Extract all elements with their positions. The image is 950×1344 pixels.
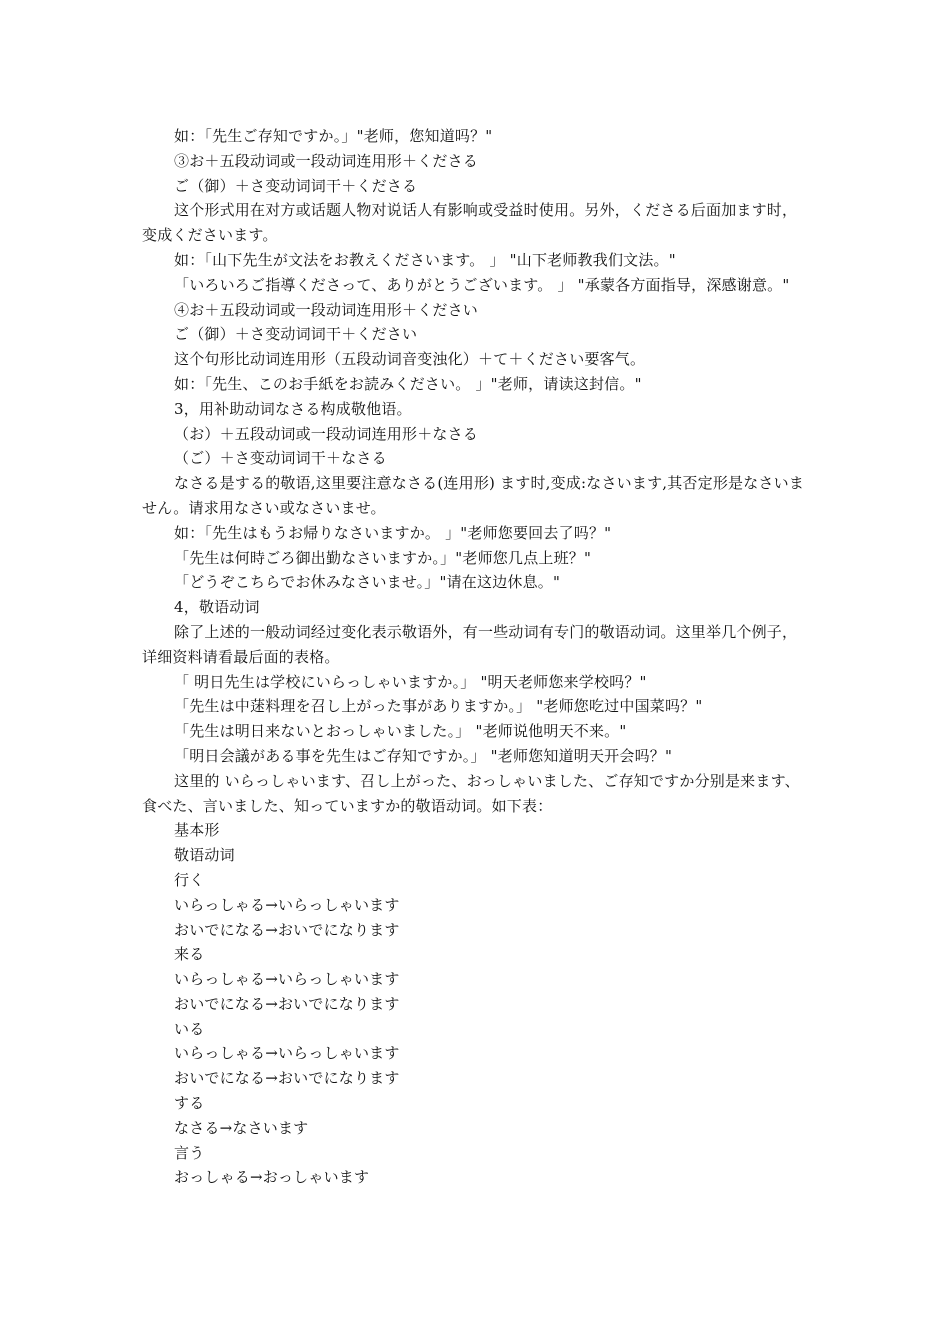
table-cell: おいでになる→おいでになります bbox=[174, 920, 400, 939]
paragraph: 「明日会議がある事を先生はご存知ですか。」 "老师您知道明天开会吗？" bbox=[174, 746, 673, 765]
table-cell: おっしゃる→おっしゃいます bbox=[174, 1168, 370, 1187]
paragraph: ③お＋五段动词或一段动词连用形＋くださる bbox=[174, 151, 479, 170]
paragraph: 如：「先生ご存知ですか。」"老师，您知道吗？" bbox=[174, 127, 493, 145]
paragraph: 「先生は何時ごろ御出勤なさいますか。」"老师您几点上班？" bbox=[174, 548, 592, 567]
paragraph: 除了上述的一般动词经过变化表示敬语外，有一些动词有专门的敬语动词。这里举几个例子，详细资料请看最后面的表格。 bbox=[142, 622, 798, 666]
paragraph: ご（御）＋さ变动词词干＋くださる bbox=[174, 176, 418, 195]
paragraph: 「先生は中蒁料理を召し上がった事がありますか。」 "老师您吃过中国菜吗？" bbox=[174, 697, 703, 716]
section-heading: 3，用补助动词なさる构成敬他语。 bbox=[174, 399, 412, 418]
paragraph: 「どうぞこちらでお休みなさいませ。」"请在这边休息。" bbox=[174, 573, 561, 592]
section-heading: 4，敬语动词 bbox=[174, 598, 260, 617]
paragraph: 这个句形比动词连用形（五段动词音变浊化）＋て＋ください要客气。 bbox=[174, 350, 646, 369]
paragraph: 如：「先生、このお手紙をお読みください。 」"老师，请读这封信。" bbox=[174, 374, 642, 393]
paragraph: （お）＋五段动词或一段动词连用形＋なさる bbox=[174, 424, 479, 443]
table-cell: 敬语动词 bbox=[174, 846, 235, 865]
table-cell: いらっしゃる→いらっしゃいます bbox=[174, 1044, 400, 1063]
table-cell: いらっしゃる→いらっしゃいます bbox=[174, 970, 400, 989]
paragraph: 如：「山下先生が文法をお教えくださいます。 」 "山下老师教我们文法。" bbox=[174, 250, 676, 269]
document-page bbox=[142, 124, 812, 1190]
table-cell: いる bbox=[174, 1019, 205, 1038]
paragraph: （ご）＋さ变动词词干＋なさる bbox=[174, 449, 387, 468]
table-cell: 基本形 bbox=[174, 821, 220, 840]
table-cell: 言う bbox=[174, 1143, 205, 1162]
paragraph: 「先生は明日来ないとおっしゃいました。」 "老师说他明天不来。" bbox=[174, 722, 627, 741]
paragraph: 如：「先生はもうお帰りなさいますか。 」"老师您要回去了吗？" bbox=[174, 523, 612, 542]
paragraph: ご（御）＋さ变动词词干＋ください bbox=[174, 325, 418, 344]
table-cell: いらっしゃる→いらっしゃいます bbox=[174, 895, 400, 914]
paragraph: 「いろいろご指導くださって、ありがとうございます。 」 "承蒙各方面指导，深感谢意。" bbox=[174, 275, 790, 294]
paragraph: なさる是する的敬语,这里要注意なさる(连用形) ます时,变成:なさいます,其否定形是なさいません。请求用なさい或なさいませ。 bbox=[142, 474, 805, 517]
paragraph: ④お＋五段动词或一段动词连用形＋ください bbox=[174, 300, 479, 319]
paragraph: 这个形式用在对方或话题人物对说话人有影响或受益时使用。另外，くださる后面加ます时，变成くださいます。 bbox=[142, 201, 798, 245]
table-cell: おいでになる→おいでになります bbox=[174, 1069, 400, 1088]
paragraph: 这里的 いらっしゃいます、召し上がった、おっしゃいました、ご存知ですか分别是来ます、食べた、言いました、知っていますか的敬语动词。如下表： bbox=[142, 771, 800, 815]
paragraph: 「 明日先生は学校にいらっしゃいますか。」 "明天老师您来学校吗？" bbox=[174, 672, 647, 691]
table-cell: 来る bbox=[174, 945, 205, 964]
table-cell: おいでになる→おいでになります bbox=[174, 994, 400, 1013]
table-cell: 行く bbox=[174, 870, 205, 889]
table-cell: なさる→なさいます bbox=[174, 1118, 309, 1137]
table-cell: する bbox=[174, 1094, 205, 1113]
